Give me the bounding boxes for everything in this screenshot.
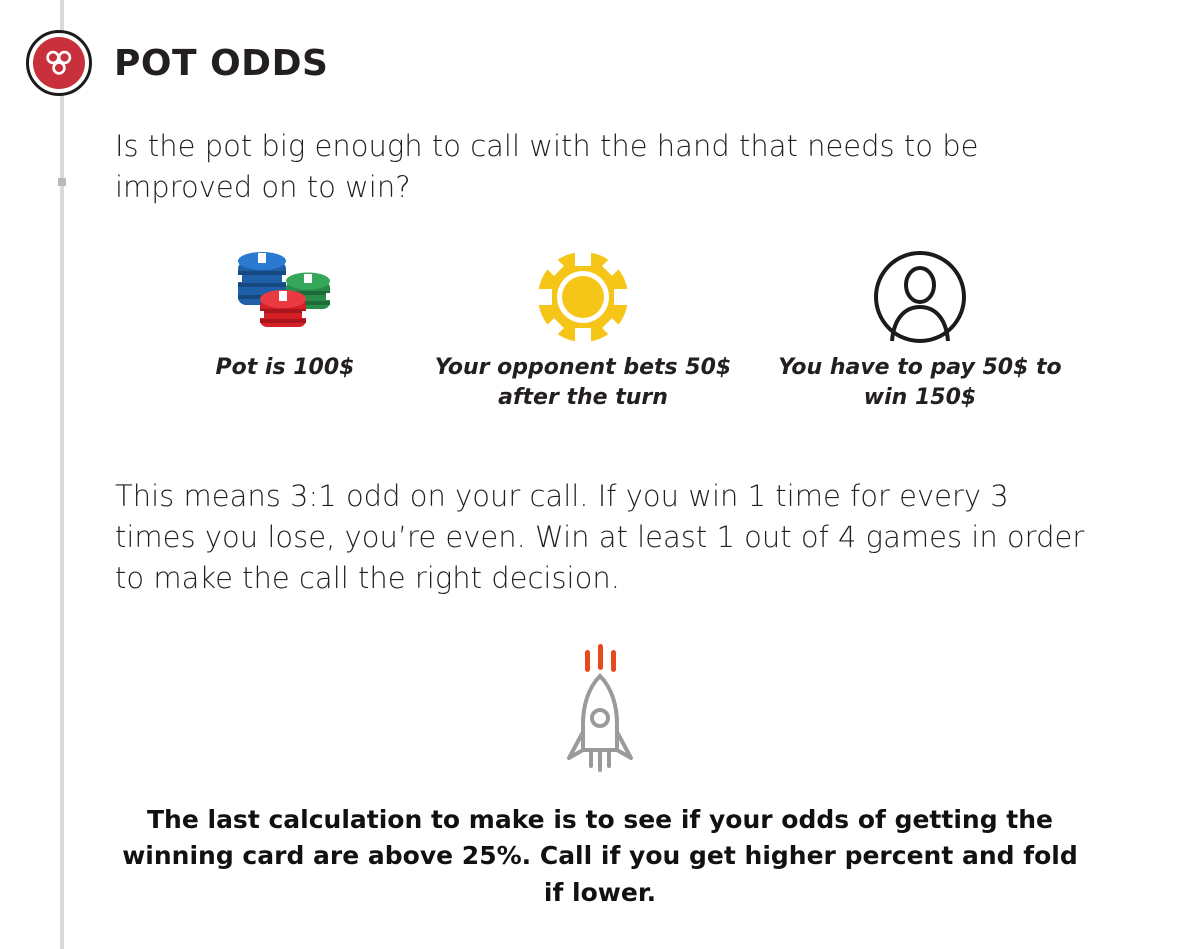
rail-tick [58,182,66,186]
player-avatar-icon [770,240,1070,345]
rocket-illustration [0,640,1200,780]
page-title: POT ODDS [114,42,329,84]
illustration-row [115,240,1095,430]
page-header [26,30,328,96]
illustration-caption: Your opponent bets 50$ after the turn [434,355,732,410]
single-poker-chip-icon [433,240,733,345]
illustration-caption: Pot is 100$ [215,355,355,380]
illustration-opponent-bet [433,240,733,412]
middle-paragraph: This means 3:1 odd on your call. If you win 1 time for every 3 times you lose, you’re even. Win at least 1 out of 4 games in order to make the call the right decision. [115,479,1085,596]
illustration-pot [155,240,415,383]
footnote-text: The last calculation to make is to see if your odds of getting the winning card are above 25%. Call if you get higher percent and fold if lower. [122,805,1078,907]
left-rail-divider [60,0,64,949]
poker-chips-logo-icon [26,30,92,96]
illustration-player-pay [770,240,1070,412]
poker-chips-stack-icon [155,240,415,345]
rocket-icon [555,640,645,780]
intro-paragraph: Is the pot big enough to call with the hand that needs to be improved on to win? [115,129,979,205]
illustration-caption: You have to pay 50$ to win 150$ [778,355,1062,410]
